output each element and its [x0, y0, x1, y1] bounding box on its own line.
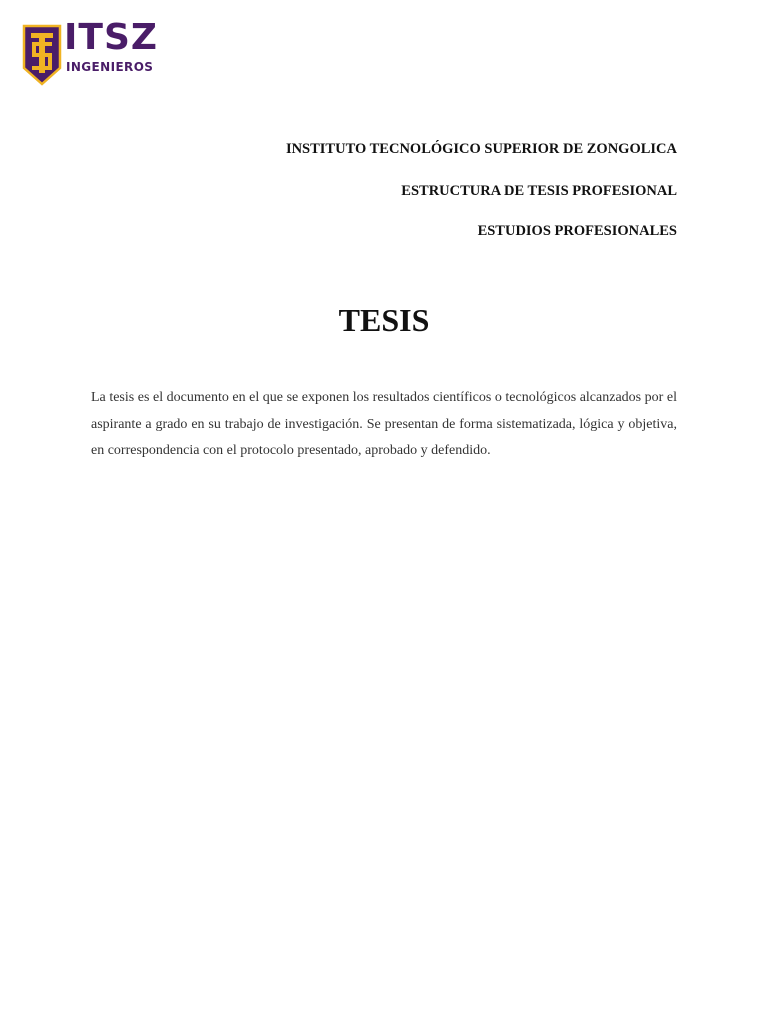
logo-main-text: ITSZ: [64, 17, 158, 58]
section-title: TESIS: [338, 302, 430, 338]
institution-heading: INSTITUTO TECNOLÓGICO SUPERIOR DE ZONGOLICA: [285, 141, 677, 157]
document-title-heading: ESTRUCTURA DE TESIS PROFESIONAL: [401, 183, 677, 199]
section-paragraph: La tesis es el documento en el que se exponen los resultados científicos o tecnológicos alcanzados por el aspirante a grado en su trabajo de investigación. Se presentan de forma sistematizada, lógica y objetiva, en correspondencia con el protocolo presentado, aprobado y defendido.: [91, 390, 677, 458]
program-heading: ESTUDIOS PROFESIONALES: [477, 223, 677, 239]
logo-sub-text: INGENIEROS: [66, 60, 154, 74]
itsz-logo: [22, 17, 162, 88]
itsz-shield-icon: [22, 24, 62, 86]
